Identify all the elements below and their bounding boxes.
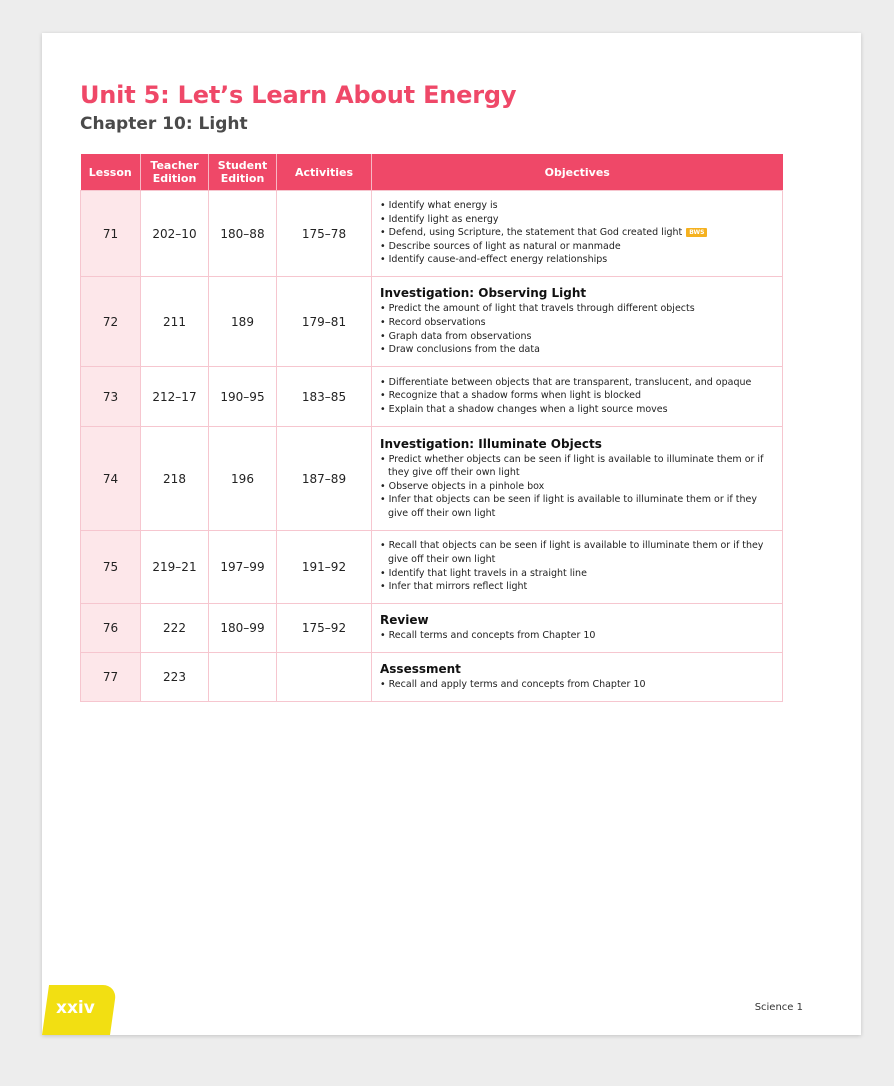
objectives-list (380, 453, 774, 521)
objectives-cell (372, 277, 783, 367)
student-edition-pages: 190–95 (209, 367, 277, 427)
activities-pages: 187–89 (277, 427, 372, 531)
column-header-student-edition: Student Edition (209, 154, 277, 191)
page-number: xxiv (56, 998, 95, 1018)
activities-pages: 175–92 (277, 604, 372, 653)
activities-pages: 191–92 (277, 531, 372, 604)
lesson-plan-table (80, 154, 783, 702)
objective-heading: Review (380, 613, 429, 628)
objective-item: • Identify that light travels in a straight line (380, 567, 774, 581)
activities-pages: 175–78 (277, 191, 372, 277)
activities-pages: 179–81 (277, 277, 372, 367)
unit-title: Unit 5: Let’s Learn About Energy (80, 81, 517, 109)
objectives-list (380, 302, 774, 356)
objective-item: • Recall and apply terms and concepts from Chapter 10 (380, 678, 774, 692)
table-row (81, 653, 783, 702)
objectives-list (380, 376, 774, 417)
lesson-number: 75 (81, 531, 141, 604)
objective-text: Defend, using Scripture, the statement that God created light (388, 227, 683, 239)
chapter-title: Chapter 10: Light (80, 114, 248, 134)
objectives-cell (372, 367, 783, 427)
objectives-list (380, 629, 774, 643)
objective-item: • Record observations (380, 316, 774, 330)
objective-item: • Describe sources of light as natural or manmade (380, 240, 774, 254)
objective-item: • Differentiate between objects that are transparent, translucent, and opaque (380, 376, 774, 390)
objectives-cell (372, 653, 783, 702)
lesson-number: 77 (81, 653, 141, 702)
objective-item: • Observe objects in a pinhole box (380, 480, 774, 494)
column-header-objectives: Objectives (372, 154, 783, 191)
objectives-cell (372, 531, 783, 604)
student-edition-pages: 180–88 (209, 191, 277, 277)
teacher-edition-pages: 212–17 (141, 367, 209, 427)
objective-item: • Draw conclusions from the data (380, 343, 774, 357)
activities-pages (277, 653, 372, 702)
lesson-number: 76 (81, 604, 141, 653)
table-row (81, 427, 783, 531)
teacher-edition-pages: 218 (141, 427, 209, 531)
objective-item-with-badge (380, 226, 774, 240)
lesson-number: 74 (81, 427, 141, 531)
objective-heading: Assessment (380, 662, 461, 677)
column-header-lesson: Lesson (81, 154, 141, 191)
objective-item: • Identify light as energy (380, 213, 774, 227)
student-edition-pages: 189 (209, 277, 277, 367)
student-edition-pages (209, 653, 277, 702)
objectives-cell (372, 604, 783, 653)
table-row (81, 604, 783, 653)
column-header-activities: Activities (277, 154, 372, 191)
objective-item: • Predict whether objects can be seen if light is available to illuminate them or if they give off their own light (380, 453, 774, 480)
activities-pages: 183–85 (277, 367, 372, 427)
student-edition-pages: 180–99 (209, 604, 277, 653)
objective-item: • Explain that a shadow changes when a light source moves (380, 403, 774, 417)
lesson-number: 72 (81, 277, 141, 367)
table-row (81, 191, 783, 277)
bws-badge: BWS (686, 228, 707, 237)
lesson-number: 73 (81, 367, 141, 427)
objective-item: • Infer that mirrors reflect light (380, 580, 774, 594)
teacher-edition-pages: 211 (141, 277, 209, 367)
objectives-list (380, 539, 774, 593)
objective-item: • Graph data from observations (380, 330, 774, 344)
objective-item: • Recall terms and concepts from Chapter 10 (380, 629, 774, 643)
objectives-list (380, 678, 774, 692)
objectives-cell (372, 191, 783, 277)
table-row (81, 367, 783, 427)
table-header-row (81, 154, 783, 191)
objective-heading: Investigation: Illuminate Objects (380, 436, 602, 451)
objective-item: • Identify what energy is (380, 199, 774, 213)
column-header-teacher-edition: Teacher Edition (141, 154, 209, 191)
objective-heading: Investigation: Observing Light (380, 286, 587, 301)
objective-item: • Recall that objects can be seen if light is available to illuminate them or if they give off their own light (380, 539, 774, 566)
teacher-edition-pages: 223 (141, 653, 209, 702)
objective-item: • Predict the amount of light that travels through different objects (380, 302, 774, 316)
document-page (42, 33, 861, 1035)
book-title: Science 1 (754, 1002, 803, 1013)
objectives-cell (372, 427, 783, 531)
objective-item: • Infer that objects can be seen if light is available to illuminate them or if they give off their own light (380, 493, 774, 520)
student-edition-pages: 196 (209, 427, 277, 531)
objective-item: • Identify cause-and-effect energy relationships (380, 253, 774, 267)
teacher-edition-pages: 222 (141, 604, 209, 653)
objective-item: • Recognize that a shadow forms when light is blocked (380, 389, 774, 403)
objectives-list (380, 199, 774, 267)
table-row (81, 531, 783, 604)
student-edition-pages: 197–99 (209, 531, 277, 604)
teacher-edition-pages: 202–10 (141, 191, 209, 277)
teacher-edition-pages: 219–21 (141, 531, 209, 604)
lesson-number: 71 (81, 191, 141, 277)
table-row (81, 277, 783, 367)
